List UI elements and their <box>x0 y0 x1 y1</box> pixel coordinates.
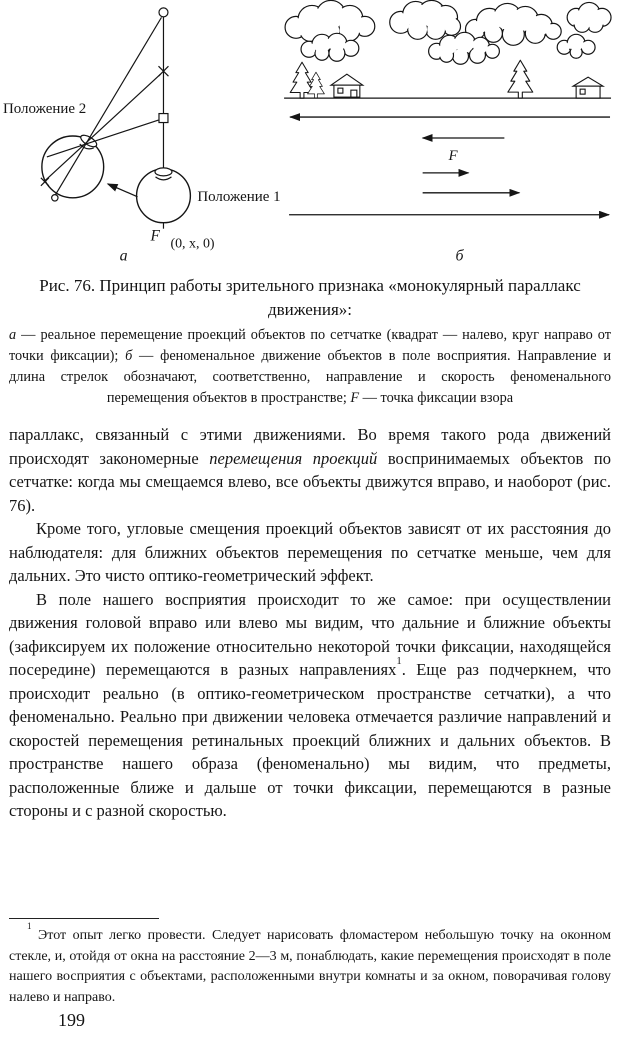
page-number: 199 <box>58 1010 85 1030</box>
body-paragraph: параллакс, связанный с этими движениями. Во время такого рода движений происходят закономерные перемещения проекций воспринимаемых объектов по сетчатке: когда мы смещаемся влево, все объекты движутся вправо, и наоборот (рис. 76). <box>9 425 611 515</box>
panel-b-label: б <box>455 247 464 265</box>
eye-position-1 <box>137 169 191 223</box>
fixation-coords-label: (0, x, 0) <box>170 236 215 252</box>
body-text <box>9 423 611 823</box>
house <box>331 74 363 97</box>
panel-b-diagram <box>284 0 611 264</box>
house <box>573 77 603 98</box>
cloud-shape <box>390 0 461 39</box>
body-paragraph: Кроме того, угловые смещения проекций объектов зависят от их расстояния до наблюдателя: для ближних объектов перемещения по сетчатке меньше, чем для дальних. Это чисто оптико-геометрический эффект. <box>9 519 611 585</box>
footnote: $^1$ Этот опыт легко провести. Следует нарисовать фломастером небольшую точку на оконном стекле, и, отойдя от окна на расстояние 2—3 м, понаблюдать, какие перемещения происходят в поле нашего восприятия с объектами, расположенными внутри комнаты и за окном, поворачивая голову налево и направо. <box>9 921 611 1005</box>
flow-f-label: F <box>448 147 458 164</box>
eye-shift-arrow <box>108 184 138 197</box>
figure-76 <box>1 0 619 268</box>
fixation-f-label: F <box>150 227 160 245</box>
panel-a-label: а <box>119 247 128 265</box>
retina-circle-mark <box>52 195 58 201</box>
label-position-1: Положение 1 <box>197 188 281 205</box>
figure-caption-details: а — реальное перемещение проекций объектов по сетчатке (квадрат — налево, круг направо от точки фиксации); б — феноменальное движение объектов в поле восприятия. Направление и длина стрелок обозначают, соответственно, направление и скорость феноменального перемещения объектов в пространстве; F — точка фиксации взора <box>9 327 611 406</box>
eye1-lens <box>155 168 172 176</box>
footnote-area <box>9 918 611 1008</box>
panel-a-diagram <box>3 8 281 265</box>
fir-tree <box>308 72 325 98</box>
object-circle-mark <box>159 8 168 17</box>
fir-tree <box>508 60 533 98</box>
cloud-shape <box>557 34 595 58</box>
cloud-shape <box>567 2 611 32</box>
footnote-divider <box>9 918 159 919</box>
object-square-mark <box>159 114 168 123</box>
label-position-2: Положение 2 <box>2 101 87 118</box>
figure-caption-title: Рис. 76. Принцип работы зрительного признака «монокулярный параллакс движения»: <box>39 276 581 319</box>
body-paragraph: В поле нашего восприятия происходит то же самое: при осуществлении движения головой вправо или влево мы видим, что дальние и ближние объекты (зафиксируем их положение относительно некоторой точки фиксации, находящейся посередине) перемещаются в разных направлениях$^1$. Еще раз подчеркнем, что происходит реально (в оптико-геометрическом пространстве сетчатки), а что феноменально. Реально при движении человека отмечается различие направлений и скоростей перемещения ретинальных проекций ближних и дальних объектов. В пространстве нашего образа (феноменально) мы видим, что предметы, расположенные ближе и дальше от точки фиксации, перемещаются в разные стороны и с разной скоростью. <box>9 589 611 820</box>
